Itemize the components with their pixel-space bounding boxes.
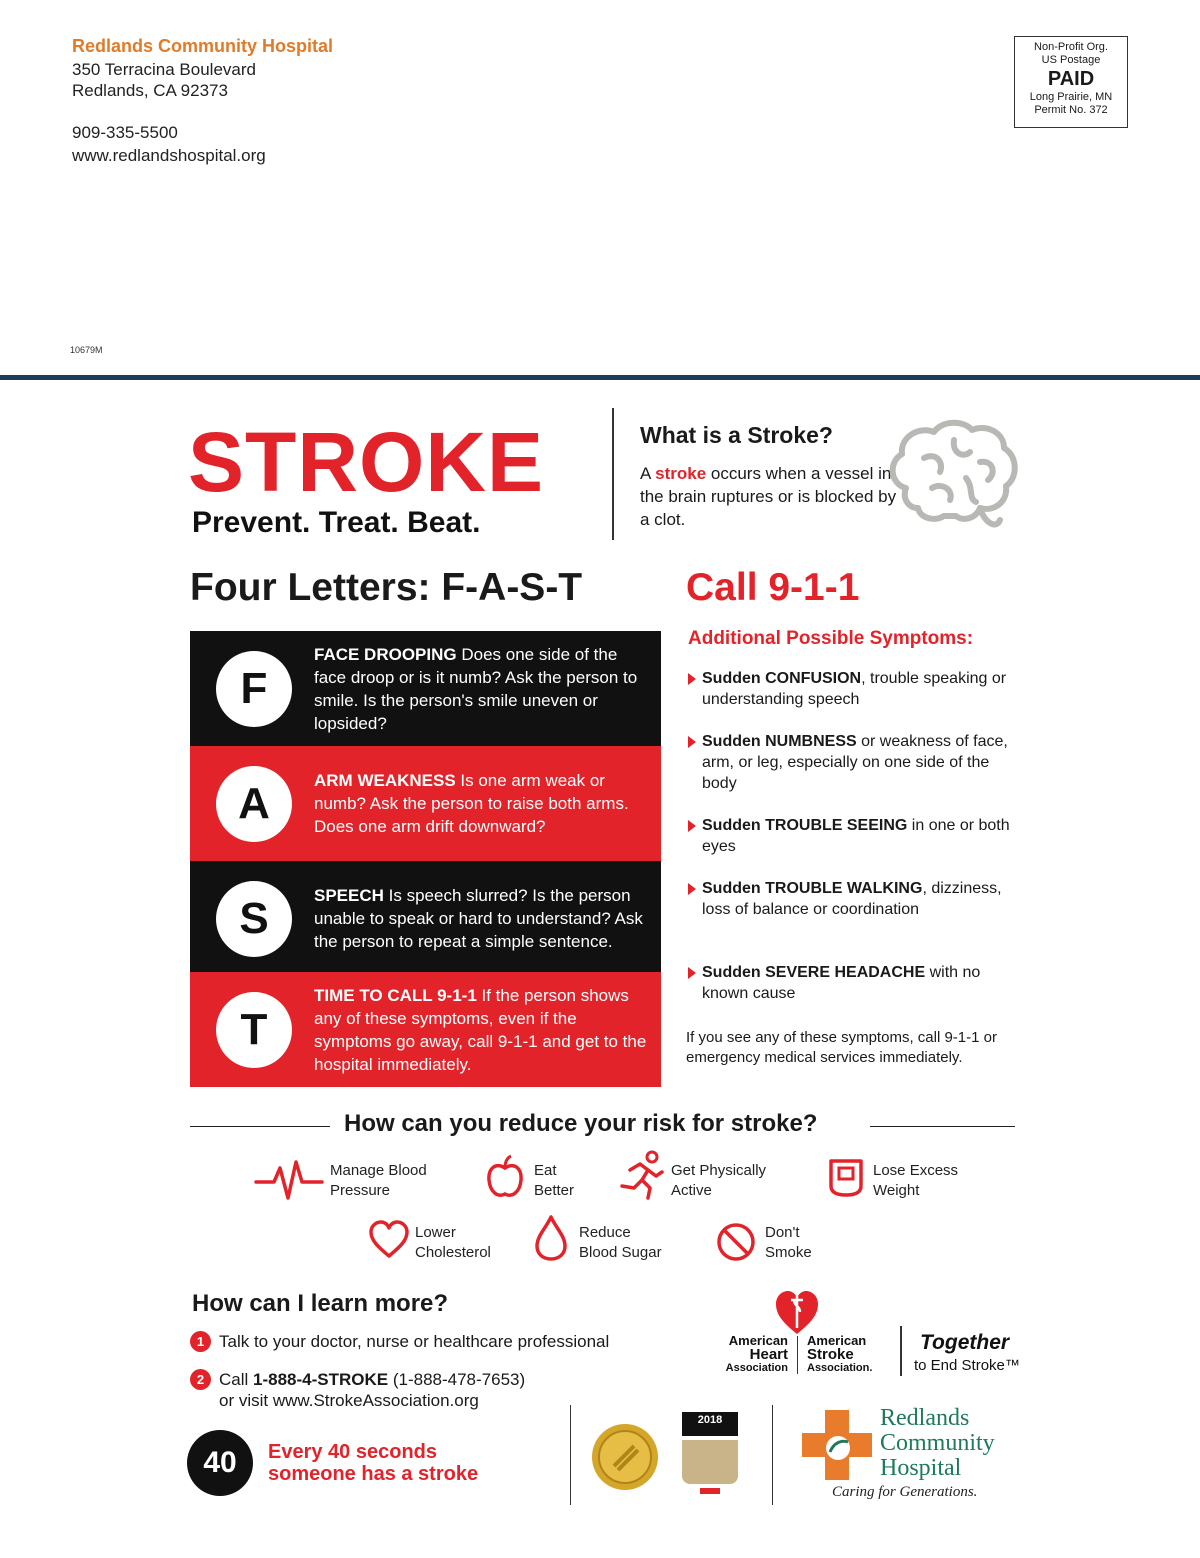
- bullet-arrow-icon: [688, 820, 696, 832]
- call-911-heading: Call 9-1-1: [686, 566, 860, 609]
- logo-divider: [797, 1336, 798, 1374]
- fast-letter-f: F: [216, 651, 292, 727]
- postage-line3: Long Prairie, MN: [1029, 91, 1113, 103]
- forty-badge: 40: [187, 1430, 253, 1496]
- asa-logo-text: American Stroke Association.: [807, 1333, 873, 1374]
- return-address-street: 350 Terracina Boulevard: [72, 60, 256, 79]
- fast-time-text: TIME TO CALL 9-1-1 If the person shows any of these symptoms, even if the symptoms go away, call 9-1-1 and get to the hospital immediately.: [314, 985, 647, 1074]
- badge-divider: [570, 1405, 571, 1505]
- fast-letter-a: A: [216, 766, 292, 842]
- bullet-arrow-icon: [688, 673, 696, 685]
- divider-rule: [0, 375, 1200, 380]
- risk-item-blood-pressure: Manage Blood Pressure: [330, 1162, 427, 1199]
- stroke-title: STROKE: [188, 415, 545, 509]
- rch-tagline: Caring for Generations.: [832, 1484, 978, 1500]
- postage-line2: US Postage: [1041, 54, 1101, 66]
- heart-icon: [369, 1220, 409, 1260]
- postage-line4: Permit No. 372: [1034, 104, 1108, 116]
- risk-rule-right: [870, 1126, 1015, 1127]
- symptom-item: Sudden SEVERE HEADACHE with no known cause: [688, 962, 1018, 1004]
- fast-letter-t: T: [216, 992, 292, 1068]
- return-address-website: www.redlandshospital.org: [72, 146, 266, 165]
- postage-paid: PAID: [1047, 68, 1095, 90]
- bullet-arrow-icon: [688, 967, 696, 979]
- tagline: Prevent. Treat. Beat.: [192, 506, 481, 539]
- fast-speech-card: [190, 861, 661, 976]
- risk-heading: How can you reduce your risk for stroke?: [344, 1110, 818, 1137]
- learn-item-2: Call 1-888-4-STROKE (1-888-478-7653) or visit www.StrokeAssociation.org: [219, 1370, 526, 1410]
- fast-time-card: [190, 972, 661, 1087]
- forty-seconds-text: Every 40 seconds someone has a stroke: [268, 1441, 479, 1485]
- risk-rule-left: [190, 1126, 330, 1127]
- learn-item-1: Talk to your doctor, nurse or healthcare professional: [219, 1332, 610, 1351]
- heart-torch-logo-icon: [774, 1288, 820, 1336]
- drop-icon: [534, 1214, 568, 1262]
- risk-item-smoke: Don't Smoke: [765, 1224, 812, 1261]
- bullet-arrow-icon: [688, 883, 696, 895]
- symptoms-note: If you see any of these symptoms, call 9-1-1 or emergency medical services immediately.: [686, 1029, 997, 1066]
- fast-heading: Four Letters: F-A-S-T: [190, 566, 583, 609]
- heartbeat-icon: [254, 1158, 324, 1204]
- mailer-code: 10679M: [70, 345, 103, 355]
- title-divider: [612, 408, 614, 540]
- additional-symptoms-heading: Additional Possible Symptoms:: [688, 628, 974, 649]
- fast-arm-text: ARM WEAKNESS Is one arm weak or numb? Ask the person to raise both arms. Does one arm drift downward?: [314, 771, 629, 836]
- learn-more-heading: How can I learn more?: [192, 1290, 449, 1317]
- return-address-hospital-name: Redlands Community Hospital: [72, 36, 334, 56]
- runner-icon: [616, 1150, 666, 1200]
- what-is-stroke-heading: What is a Stroke?: [640, 422, 833, 448]
- hospital-cross-logo-icon: [800, 1408, 874, 1482]
- fast-letter-s: S: [216, 881, 292, 957]
- fast-speech-text: SPEECH Is speech slurred? Is the person unable to speak or hard to understand? Ask the person to repeat a simple sentence.: [314, 886, 643, 951]
- scale-icon: [828, 1158, 864, 1198]
- risk-item-active: Get Physically Active: [671, 1162, 767, 1199]
- fast-face-text: FACE DROOPING Does one side of the face droop or is it numb? Ask the person to smile. Is the person's smile uneven or lopsided?: [314, 644, 638, 733]
- together-text: Together: [920, 1331, 1010, 1354]
- gold-seal-badge-icon: [590, 1422, 660, 1492]
- symptom-item: Sudden CONFUSION, trouble speaking or understanding speech: [688, 668, 1018, 710]
- risk-item-blood-sugar: Reduce Blood Sugar: [579, 1224, 662, 1261]
- risk-item-cholesterol: Lower Cholesterol: [415, 1224, 491, 1261]
- postage-indicia: [1014, 36, 1128, 128]
- risk-item-weight: Lose Excess Weight: [873, 1162, 959, 1199]
- return-address-phone: 909-335-5500: [72, 123, 178, 142]
- end-stroke-text: to End Stroke™: [914, 1357, 1020, 1374]
- step-2-badge: 2: [190, 1369, 211, 1390]
- risk-item-eat-better: Eat Better: [534, 1162, 575, 1199]
- logo-divider: [900, 1326, 902, 1376]
- badge-year: 2018: [682, 1412, 738, 1436]
- postage-line1: Non-Profit Org.: [1034, 41, 1108, 53]
- aha-logo-text: American Heart Association: [725, 1333, 788, 1374]
- return-address-city: Redlands, CA 92373: [72, 81, 228, 100]
- symptom-item: Sudden TROUBLE SEEING in one or both eyes: [688, 815, 1018, 857]
- step-1-badge: 1: [190, 1331, 211, 1352]
- fast-arm-card: [190, 746, 661, 861]
- symptom-item: Sudden TROUBLE WALKING, dizziness, loss of balance or coordination: [688, 878, 1018, 920]
- brain-icon: [884, 418, 1024, 538]
- get-with-guidelines-badge: [682, 1412, 738, 1502]
- what-is-stroke-text: A stroke occurs when a vessel in the brain ruptures or is blocked by a clot.: [640, 464, 897, 529]
- bullet-arrow-icon: [688, 736, 696, 748]
- badge-divider: [772, 1405, 773, 1505]
- fast-face-card: [190, 631, 661, 746]
- no-smoking-icon: [716, 1222, 756, 1262]
- symptom-item: Sudden NUMBNESS or weakness of face, arm, or leg, especially on one side of the body: [688, 731, 1018, 794]
- rch-logo-text: Redlands Community Hospital: [880, 1405, 995, 1481]
- apple-icon: [486, 1154, 524, 1200]
